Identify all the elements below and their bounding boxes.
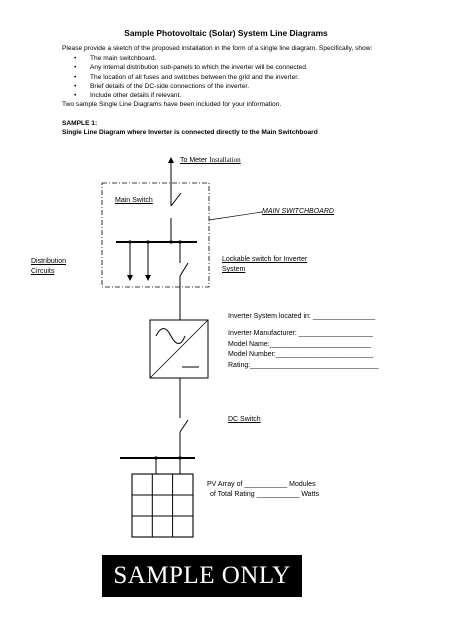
intro-text: Please provide a sketch of the proposed installation in the form of a single line diagram. Specifically, show: [62,45,373,52]
lockable-switch-label-line1: Lockable switch for Inverter [222,256,308,263]
sample-only-stamp: SAMPLE ONLY [102,555,302,597]
main-switchboard-label: MAIN SWITCHBOARD [262,208,334,215]
dc-switch-blade [180,420,188,432]
sample-subheading: Single Line Diagram where Inverter is connected directly to the Main Switchboard [62,129,318,136]
lockable-switch-blade [180,263,188,276]
meter-label: To Meter Installation [180,156,241,164]
dc-switch-label: DC Switch [228,416,261,423]
list-item: • Brief details of the DC-side connections of the inverter. [62,82,308,91]
list-item: • Any internal distribution sub-panels to which the inverter will be connected. [62,63,308,72]
field-inverter-manufacturer: Inverter Manufacturer: ___________________ [228,330,373,337]
distribution-label-line2: Circuits [31,268,55,275]
field-pv-modules: PV Array of ___________ Modules [207,481,316,488]
distribution-label-line1: Distribution [31,258,67,265]
field-model-number: Model Number:_________________________ [228,351,374,358]
list-item: • The location of all fuses and switches between the grid and the inverter. [62,73,308,82]
field-model-name: Model Name:__________________________ [228,341,371,348]
field-pv-rating: of Total Rating ___________ Watts [210,491,319,498]
list-item: • Include other details if relevant. [62,91,308,100]
main-switch-label: Main Switch [115,197,153,204]
label-leader [209,212,262,220]
sample-heading: SAMPLE 1: [62,120,98,127]
lockable-switch-label-line2: System [222,266,246,273]
page-title: Sample Photovoltaic (Solar) System Line Diagrams [124,28,328,38]
list-item: • The main switchboard. [62,54,308,63]
field-inverter-location: Inverter System located in: ________________ [228,313,376,320]
outro-text: Two sample Single Line Diagrams have been included for your information. [62,101,282,108]
field-rating: Rating:_________________________________ [228,362,379,369]
main-switch-blade [171,193,181,206]
pv-array-symbol [132,474,193,537]
